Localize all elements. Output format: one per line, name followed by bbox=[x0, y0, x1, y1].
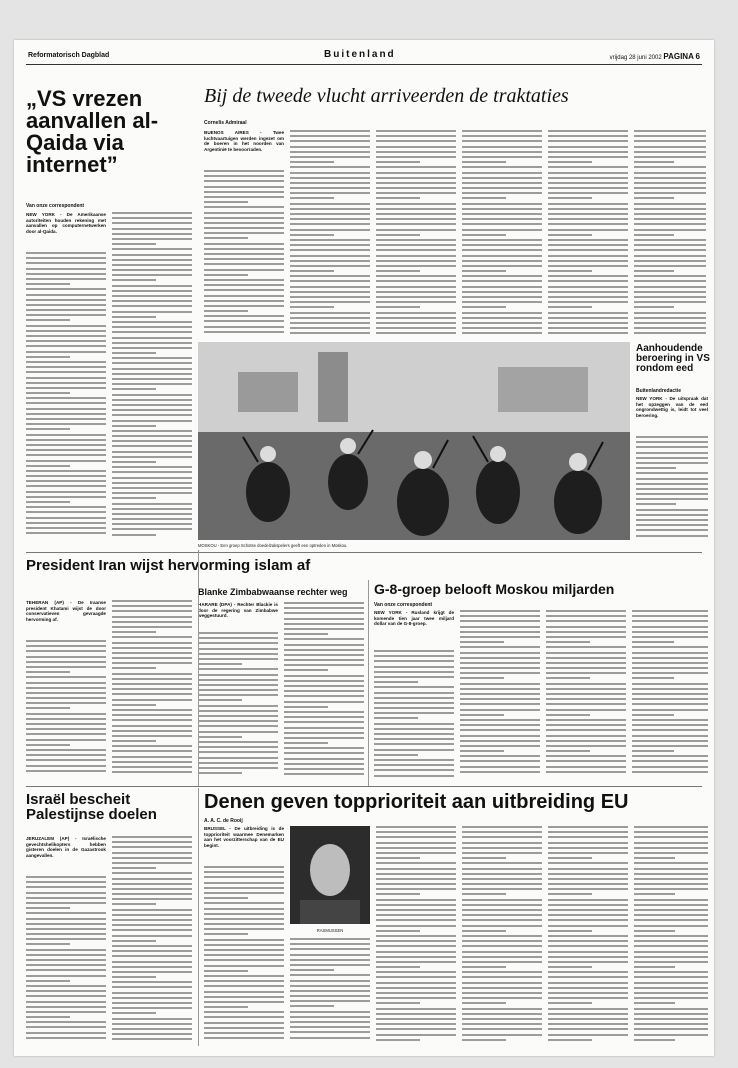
portrait-photo bbox=[290, 826, 370, 924]
section-rule-mid bbox=[26, 552, 702, 553]
headline-alqaida: „VS vrezen aanvallen al-Qaida via internet” bbox=[26, 86, 159, 177]
body-eu-col5 bbox=[548, 826, 628, 1046]
body-g8-col2 bbox=[460, 610, 540, 780]
headline-traktaties: Bij de tweede vlucht arriveerden de traktaties bbox=[204, 85, 569, 107]
headline-israel: Israël bescheit Palestijnse doelen bbox=[26, 791, 157, 823]
column-rule-2 bbox=[368, 580, 369, 786]
column-rule-3 bbox=[198, 788, 199, 1046]
body-eu-col1 bbox=[204, 866, 284, 1046]
paper-name: Reformatorisch Dagblad bbox=[28, 52, 110, 59]
newspaper-page bbox=[14, 40, 714, 1056]
body-g8-col4 bbox=[632, 610, 708, 780]
lead-aanhoudende: NEW YORK - De uitspraak dat het opzeggen van de eed ongrondwettig is, leidt tot veel beroering. bbox=[636, 396, 708, 418]
portrait-illustration bbox=[290, 826, 370, 924]
body-aanhoudende bbox=[636, 436, 708, 540]
body-zimbabwe-col1 bbox=[198, 632, 278, 780]
headline-aanhoudende: Aanhoudende beroering in VS rondom eed bbox=[636, 343, 710, 374]
body-zimbabwe-col2 bbox=[284, 602, 364, 780]
body-traktaties-col1 bbox=[204, 170, 284, 338]
photo-caption: MOSKOU - Een groep Schotse doedelzakspelers geeft een optreden in Moskou. bbox=[198, 543, 348, 548]
body-israel-col1 bbox=[26, 876, 106, 1046]
body-israel-col2 bbox=[112, 836, 192, 1046]
body-traktaties-col2 bbox=[290, 130, 370, 338]
body-eu-col6 bbox=[634, 826, 708, 1046]
page-date bbox=[610, 52, 700, 61]
byline-eu: A. A. C. de Rooij bbox=[204, 818, 243, 824]
page-number: 6 bbox=[695, 52, 700, 61]
portrait-caption: RASMUSSEN bbox=[316, 928, 344, 933]
page-label: PAGINA bbox=[663, 52, 694, 61]
byline-traktaties: Cornelis Admiraal bbox=[204, 120, 247, 126]
lead-alqaida: NEW YORK - De Amerikaanse autoriteiten houden rekening met aanvallen op computernetwerken door al-Qaida. bbox=[26, 212, 106, 234]
body-traktaties-col4 bbox=[462, 130, 542, 338]
date-text: vrijdag 28 juni 2002 bbox=[609, 55, 662, 61]
lead-iran: TEHERAN (AP) - De Iraanse president Khatami wijst de door conservatieven gevraagde hervorming af. bbox=[26, 600, 106, 622]
body-traktaties-col6 bbox=[634, 130, 706, 338]
byline-aanhoudende: Buitenlandredactie bbox=[636, 388, 682, 394]
headline-eu: Denen geven topprioriteit aan uitbreiding EU bbox=[204, 791, 629, 813]
header-rule bbox=[26, 64, 702, 65]
headline-iran: President Iran wijst hervorming islam af bbox=[26, 557, 311, 574]
body-iran-col2 bbox=[112, 600, 192, 780]
photo-bagpipers bbox=[198, 342, 630, 540]
body-eu-col3 bbox=[376, 826, 456, 1046]
body-alqaida-col2 bbox=[112, 212, 192, 540]
body-traktaties-col3 bbox=[376, 130, 456, 338]
lead-g8: NEW YORK - Rusland krijgt de komende tien jaar twee miljard dollar van de G-8-groep. bbox=[374, 610, 454, 627]
lead-eu: BRUSSEL - De uitbreiding is de topprioriteit waarmee Denemarken aan het voorzitterschap van de EU begint. bbox=[204, 826, 284, 848]
body-eu-col2 bbox=[290, 938, 370, 1046]
lead-traktaties: BUENOS AIRES - Twee luchtvaartuigen werden ingezet om de boeren in het noorden van Argentinië te bevoorraden. bbox=[204, 130, 284, 152]
section-title: Buitenland bbox=[324, 49, 396, 60]
byline-alqaida: Van onze correspondent bbox=[26, 203, 85, 209]
body-traktaties-col5 bbox=[548, 130, 628, 338]
section-rule-low bbox=[26, 786, 702, 787]
body-alqaida-col1 bbox=[26, 252, 106, 540]
headline-zimbabwe: Blanke Zimbabwaanse rechter weg bbox=[198, 587, 348, 597]
body-iran-col1 bbox=[26, 640, 106, 780]
body-eu-col4 bbox=[462, 826, 542, 1046]
byline-g8: Van onze correspondent bbox=[374, 602, 433, 608]
body-g8-col1 bbox=[374, 650, 454, 780]
body-g8-col3 bbox=[546, 610, 626, 780]
headline-g8: G-8-groep belooft Moskou miljarden bbox=[374, 581, 615, 597]
lead-zimbabwe: HARARE (DPA) - Rechter Blackie is door de regering van Zimbabwe weggestuurd. bbox=[198, 602, 278, 619]
photo-illustration bbox=[198, 342, 630, 540]
column-rule-1 bbox=[198, 550, 199, 786]
lead-israel: JERUZALEM (AP) - Israëlische gevechtshelikopters hebben gisteren doelen in de Gazastrook aangevallen. bbox=[26, 836, 106, 858]
